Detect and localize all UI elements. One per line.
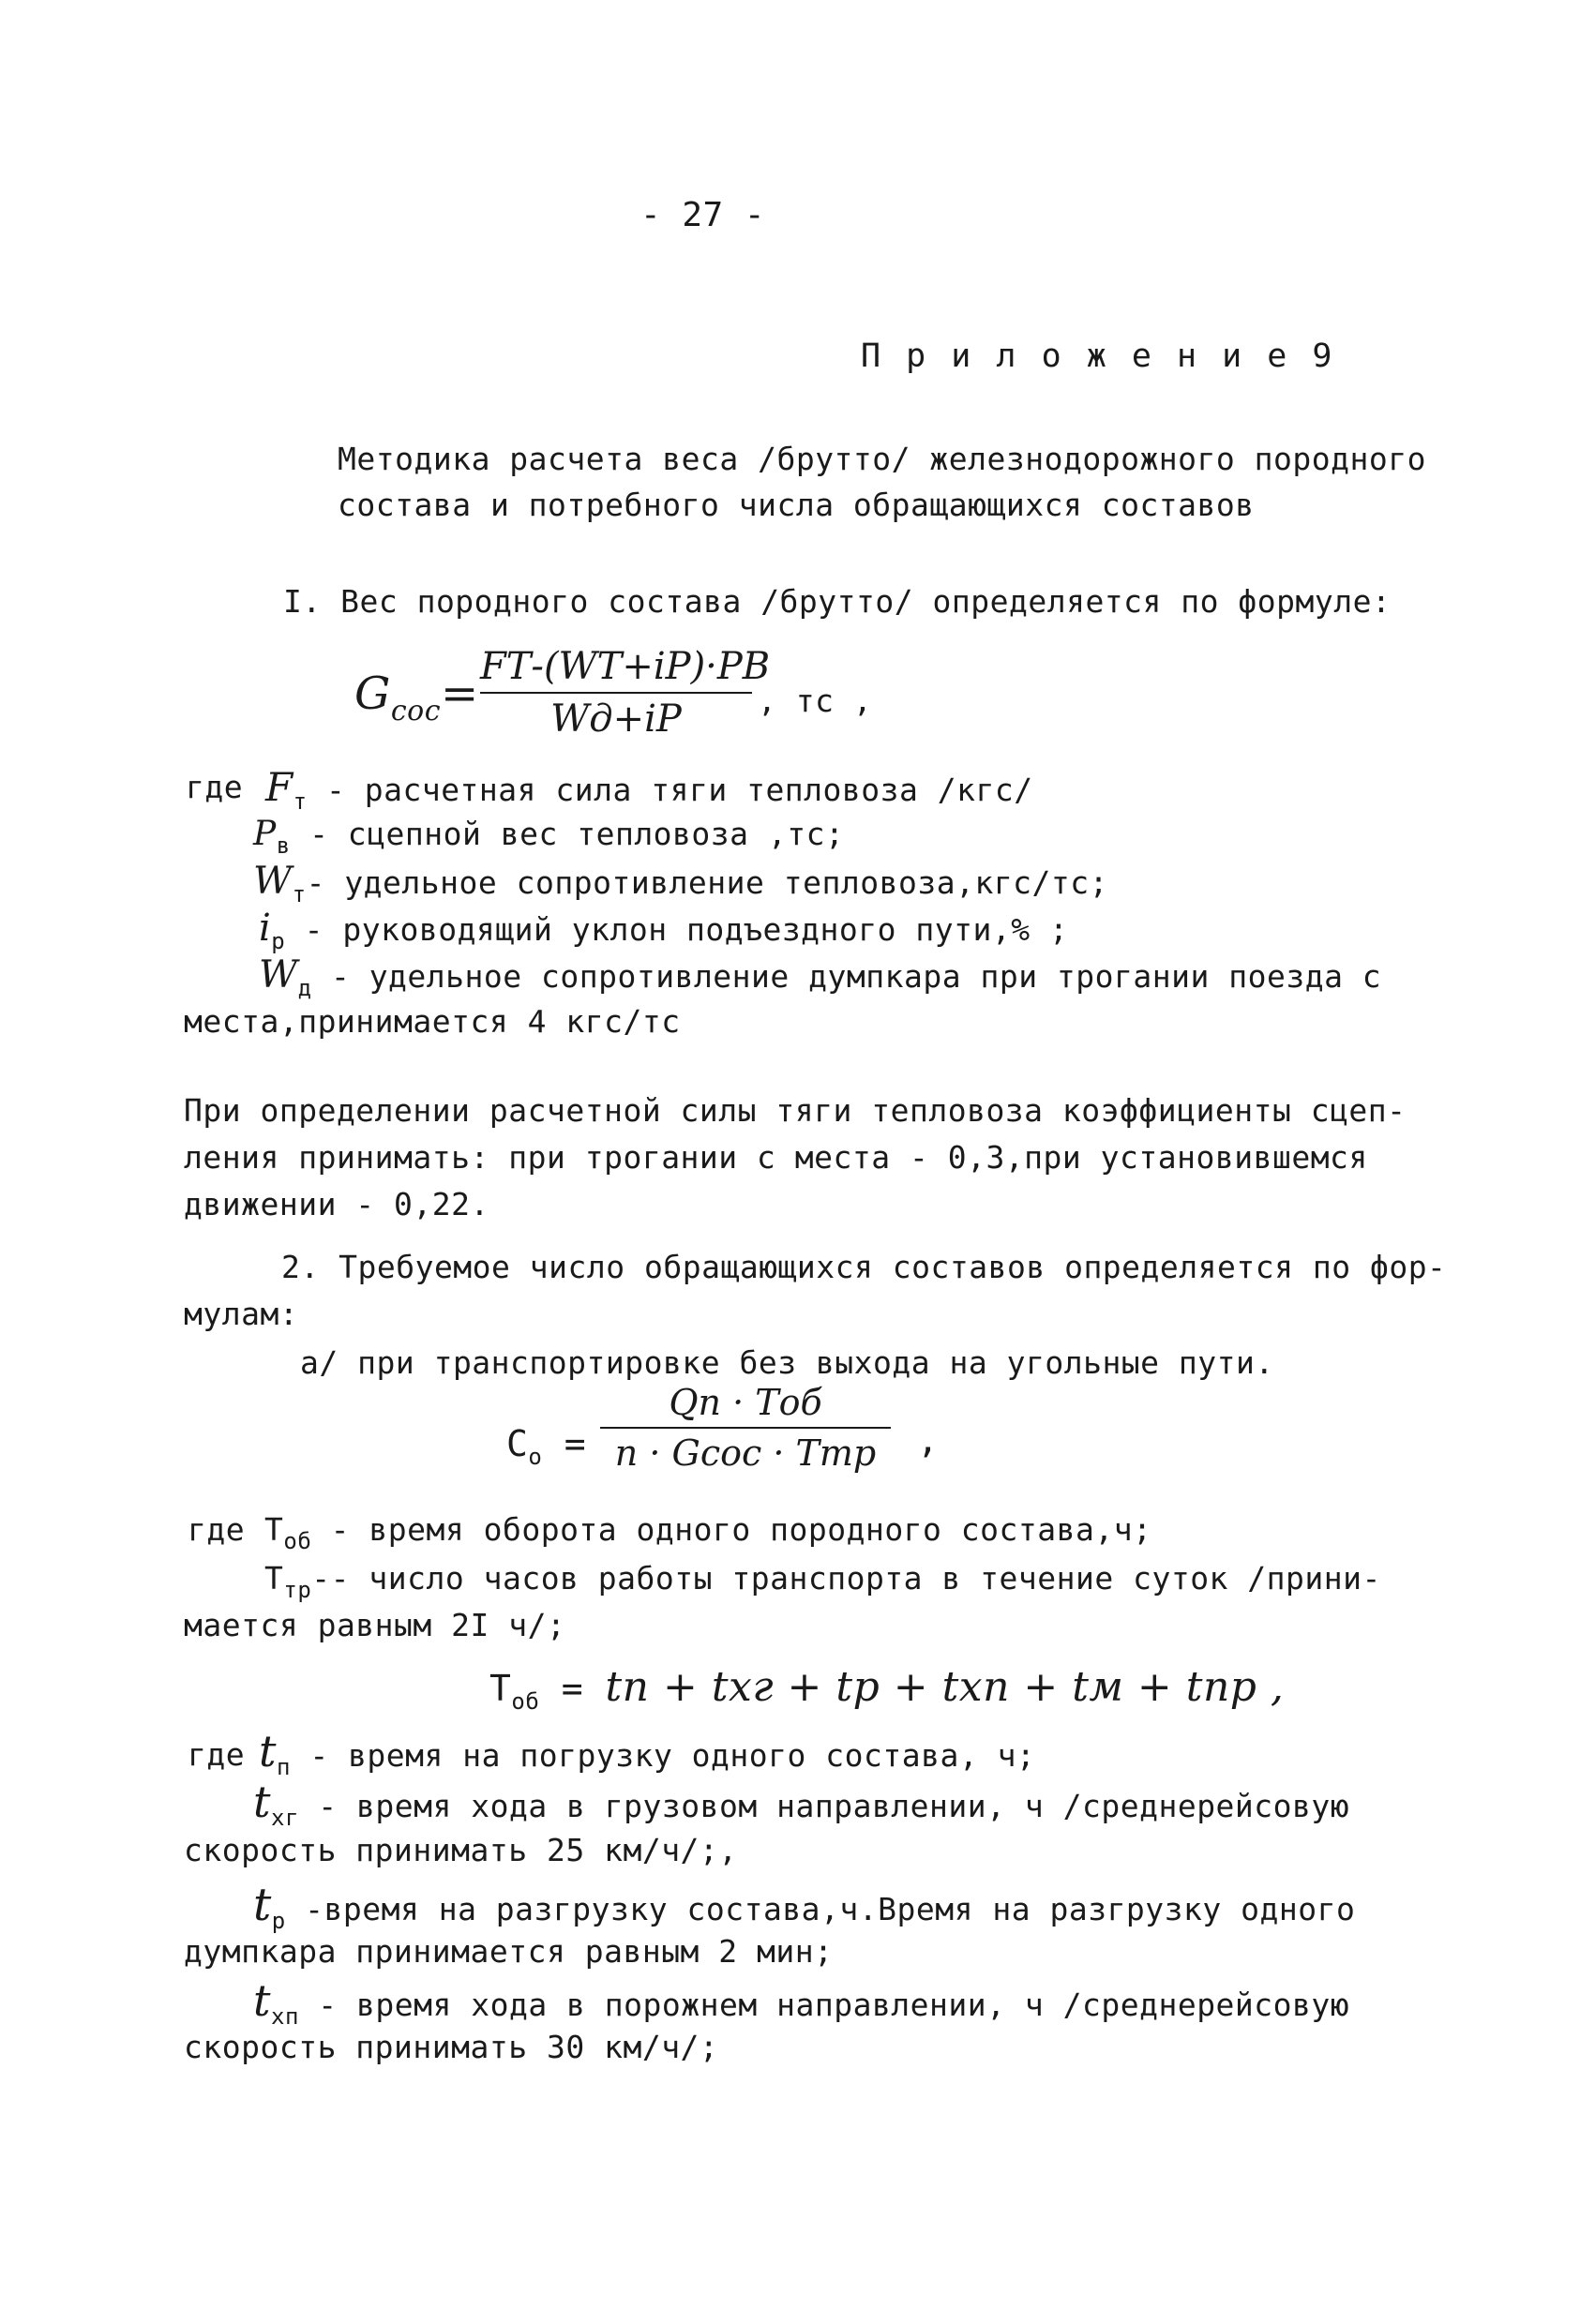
def-symbol-sub: д (297, 975, 312, 1001)
formula-c0-numerator: Qп · Tоб (669, 1382, 822, 1423)
formula-gcoc-denominator: Wд+iР (550, 697, 682, 741)
def-row-pv (253, 814, 844, 866)
def-symbol: W (259, 953, 298, 997)
formula-c0-eq: = (564, 1423, 587, 1464)
appendix-title: П р и л о ж е н и е 9 (861, 337, 1335, 375)
time-symbol-sub: р (271, 1908, 286, 1934)
def-symbol: T (264, 1511, 284, 1548)
formula-gcoc-fraction (480, 645, 771, 741)
time-symbol: t (253, 1975, 271, 2026)
time-text: -время на разгрузку состава,ч.Время на разгрузку одного (305, 1891, 1356, 1927)
def-continuation: места,принимается 4 кгс/тс (184, 1003, 681, 1040)
def-symbol: i (259, 907, 272, 950)
section1-intro: I. Вес породного состава /брутто/ определяется по формуле: (283, 583, 1392, 620)
case-a: а/ при транспортировке без выхода на угольные пути. (300, 1344, 1274, 1381)
formula-tob-lhs-sub: об (511, 1688, 540, 1715)
heading-line-2: состава и потребного числа обращающихся составов (338, 487, 1255, 523)
note-line-2: ления принимать: при трогании с места - 0,3,при установившемся (184, 1139, 1368, 1176)
time-continuation: думпкара принимается равным 2 мин; (184, 1933, 834, 1970)
def-row-ttr (264, 1558, 1381, 1611)
def-text: -- число часов работы транспорта в течение суток /прини- (311, 1560, 1381, 1597)
heading-line-1: Методика расчета веса /брутто/ железнодорожного породного (338, 441, 1426, 477)
def-ttr-continuation: мается равным 2I ч/; (184, 1607, 566, 1643)
def-symbol: F (265, 764, 293, 810)
formula-tob-lhs: T (489, 1668, 512, 1709)
time-continuation: скорость принимать 25 км/ч/;, (184, 1832, 738, 1868)
time-symbol-sub: хп (271, 2003, 299, 2030)
formula-c0-fraction (600, 1382, 891, 1474)
where-label-1: где (186, 769, 244, 805)
formula-gcoc-numerator: FТ-(WТ+iР)·PВ (480, 645, 771, 688)
def-symbol-sub: р (271, 928, 286, 954)
def-text: - сцепной вес тепловоза ,тс; (309, 816, 845, 852)
note-line-1: При определении расчетной силы тяги тепловоза коэффициенты сцеп- (184, 1092, 1407, 1129)
def-symbol: P (253, 815, 277, 853)
def-symbol: W (253, 860, 293, 903)
formula-gcoc-lhs-sub: сос (390, 695, 442, 727)
time-symbol-sub: хг (271, 1805, 299, 1831)
time-symbol-sub: п (277, 1754, 291, 1780)
time-continuation: скорость принимать 30 км/ч/; (184, 2029, 719, 2065)
formula-c0-tail: , (917, 1419, 940, 1461)
time-text: - время на погрузку одного состава, ч; (309, 1737, 1036, 1774)
def-text: - расчетная сила тяги тепловоза /кгс/ (325, 772, 1033, 808)
def-symbol: T (264, 1560, 284, 1597)
time-text: - время хода в порожнем направлении, ч /среднерейсовую (318, 1987, 1350, 2023)
def-text: - время оборота одного породного состава,ч; (330, 1511, 1152, 1548)
def-text: - удельное сопротивление тепловоза,кгс/тс; (306, 864, 1109, 901)
fraction-bar (480, 692, 752, 694)
page-number: - 27 - (640, 196, 766, 234)
note-line-3: движении - 0,22. (184, 1186, 489, 1222)
def-symbol-sub: т (292, 881, 307, 907)
def-symbol-sub: тр (283, 1577, 312, 1603)
formula-c0-denominator: n · Gсос · Tтр (614, 1432, 877, 1474)
formula-gcoc-eq: = (441, 667, 479, 720)
time-row-tp (259, 1726, 1036, 1788)
formula-c0-lhs: C (506, 1423, 529, 1464)
fraction-bar (600, 1427, 891, 1429)
where-label-3: где (188, 1736, 246, 1773)
formula-tob (489, 1661, 1284, 1728)
time-symbol: t (259, 1726, 277, 1777)
formula-tob-rhs: tп + tхг + tр + tхп + tм + tпр , (605, 1663, 1285, 1711)
def-row-tob (264, 1509, 1151, 1562)
where-label-2: где (188, 1511, 246, 1548)
def-text: - удельное сопротивление думпкара при трогании поезда с (330, 958, 1382, 995)
def-symbol-sub: в (276, 832, 291, 859)
formula-gcoc-lhs: G (354, 667, 391, 720)
time-symbol: t (253, 1777, 271, 1827)
time-symbol: t (253, 1879, 272, 1931)
section2-line-1: 2. Требуемое число обращающихся составов определяется по фор- (281, 1249, 1447, 1285)
def-symbol-sub: т (293, 788, 308, 815)
formula-gcoc-unit: , тс , (758, 682, 873, 719)
section2-line-2: мулам: (184, 1296, 299, 1332)
formula-tob-eq: = (561, 1668, 584, 1709)
formula-c0-lhs-sub: о (528, 1444, 543, 1470)
time-text: - время хода в грузовом направлении, ч /среднерейсовую (318, 1788, 1350, 1824)
def-symbol-sub: об (283, 1528, 312, 1554)
def-text: - руководящий уклон подъездного пути,% ; (304, 911, 1069, 948)
